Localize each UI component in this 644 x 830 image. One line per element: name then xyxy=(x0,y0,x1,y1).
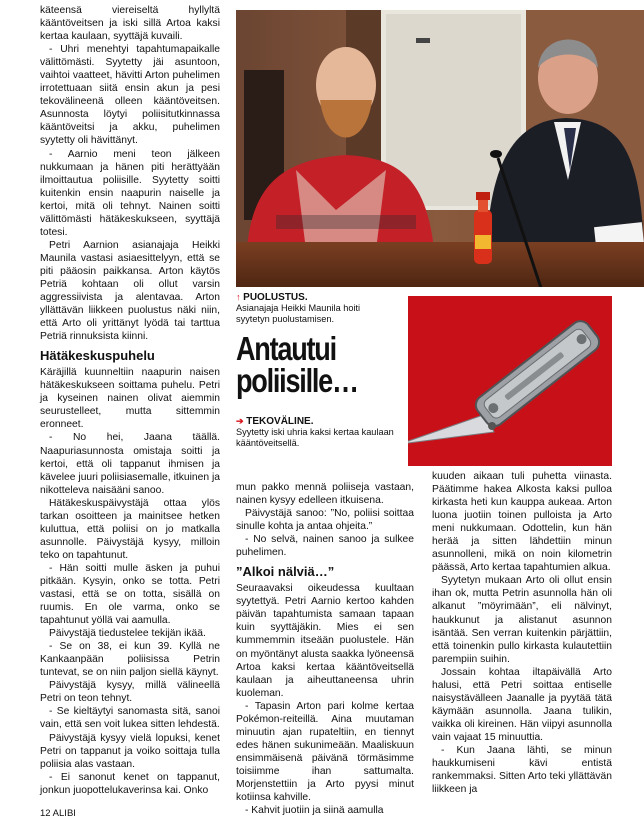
paragraph: Syytetyn mukaan Arto oli ollut ensin ihan ok, mutta Petrin asunnolla hän oli alkanut ”möyrimään”, eli nälvinyt, haukkunut ja alistanut asunnon isäntää. Sen verran kuitenkin pärjättiin, että toinenkin pullo kirkasta kulautettiin parempiin suihin. xyxy=(432,575,612,665)
paragraph: - Uhri menehtyi tapahtumapaikalle välittömästi. Syytetty jäi asuntoon, vaihtoi vaatteet, hävitti Arton puhelimen irrotettuaan siitä ensin akun ja pesi tekovälineenä olleen kääntöveitsen. Asunnosta löytyi poliisitutkinnassa kääntöveitsi ja akku, puhelimen syytetty oli hävittänyt. xyxy=(40,44,220,147)
photo-caption-defense xyxy=(236,292,396,325)
paragraph: Hätäkeskuspäivystäjä ottaa ylös tarkan osoitteen ja mainitsee hetken kuluttua, että poliisi on jo matkalla asunnolle. Päivystäjä kysyy, milloin teko on tapahtunut. xyxy=(40,497,220,561)
headline-line-2: poliisille… xyxy=(236,362,358,399)
paragraph: Päivystäjä sanoo: ”No, poliisi soittaa sinulle kohta ja antaa ohjeita.” xyxy=(236,508,414,533)
paragraph: mun pakko mennä poliiseja vastaan, nainen kysyy edelleen itkuisena. xyxy=(236,482,414,507)
paragraph: - Se on 38, ei kun 39. Kyllä ne Kankaanpään poliisissa Petrin tuntevat, se on niin paljon siellä käynyt. xyxy=(40,641,220,679)
paragraph: - Tapasin Arton pari kolme kertaa Pokémon-reiteillä. Aina muutaman minuutin ajan rupateltiin, en tiennyt edes hänen sukunimeään. Maaliskuun ensimmäisenä päivänä törmäsimme toisiimme ihan sattumalta. Morjenstettiin ja Arto pyysi minut kotiinsa kahville. xyxy=(236,700,414,804)
paragraph: - Aarnio meni teon jälkeen nukkumaan ja hänen piti herättyään ilmoittautua poliisille. Syytetty soitti kuitenkin ensin naapurin naiselle ja kertoi, mitä oli tehnyt. Nainen soitti välittömästi hätäkeskukseen, syyttäjä totesi. xyxy=(40,148,220,238)
article-column-1 xyxy=(40,4,220,797)
headline-line-1: Antautui xyxy=(236,330,336,367)
caption-head: TEKOVÄLINE. xyxy=(246,416,314,427)
paragraph: Petri Aarnion asianajaja Heikki Maunila vastasi asiaesittelyyn, että se piti pääosin paikkansa. Arton käytös Petriä kohtaan oli ollut varsin aggressiivista ja alentavaa. Arton yllättävän liikkeen puolustus näki niin, että Arto oli yrittänyt lyödä tai tarttua Petriä rinnuksista kiinni. xyxy=(40,239,220,343)
caption-text: Asianajaja Heikki Maunila hoiti syytetyn puolustamisen. xyxy=(236,303,361,324)
article-column-2 xyxy=(236,481,414,817)
paragraph: - Hän soitti mulle äsken ja puhui pitkään. Kysyin, onko se totta. Petri vastasi, että se on totta, sisällä on ruumis. En ole varma, onko se tapahtunut yöllä vai aamulla. xyxy=(40,562,220,627)
paragraph: käteensä viereiseltä hyllyltä kääntöveitsen ja iski sillä Artoa kaksi kertaa kaulaan, syyttäjä kuvaili. xyxy=(40,5,220,43)
paragraph: - Kahvit juotiin ja siinä aamulla xyxy=(245,805,384,817)
knife-photo xyxy=(408,296,612,466)
courtroom-photo xyxy=(236,10,644,287)
article-headline xyxy=(236,330,375,399)
article-column-3 xyxy=(432,470,612,796)
caption-head: PUOLUSTUS. xyxy=(243,292,308,303)
paragraph: - No selvä, nainen sanoo ja sulkee puhelimen. xyxy=(236,534,414,559)
paragraph: - Ei sanonut kenet on tappanut, jonkun juopottelukaverinsa kai. Onko xyxy=(40,771,220,796)
paragraph: - Se kieltäytyi sanomasta sitä, sanoi vain, että sen voit lukea sitten lehdestä. xyxy=(40,706,220,731)
paragraph: Päivystäjä tiedustelee tekijän ikää. xyxy=(49,628,206,640)
page-footer: 12 ALIBI xyxy=(40,808,76,819)
paragraph: Päivystäjä kysyy, millä välineellä Petri on teon tehnyt. xyxy=(40,680,220,705)
paragraph: Päivystäjä kysyy vielä lopuksi, kenet Petri on tappanut ja voiko soittaja tulla poliisia alas vastaan. xyxy=(40,732,220,770)
arrow-up-icon: ↑ xyxy=(236,292,241,302)
paragraph: kuuden aikaan tuli puhetta viinasta. Päätimme hakea Alkosta kaksi pulloa kirkasta heti kun kauppa aukeaa. Arton luona juotiin toinen pulloista ja Arto meni nukkumaan. Odottelin, kun hän herää ja sitten lähdettiin minun asunnolleni, mikä on noin kilometrin päässä, Arto kertaa tapahtumien alkua. xyxy=(432,471,612,574)
subheading: ”Alkoi nälviä…” xyxy=(236,564,335,580)
subheading: Hätäkeskuspuhelu xyxy=(40,348,155,364)
paragraph: Jossain kohtaa iltapäivällä Arto halusi, että Petri soittaa entiselle naisystävälleen Jaanalle ja pyytää tätä käymään asunnolla. Jaana tulikin, vaikka oli kireinen. Hän viipyi asunnolla vain vajaat 15 minuuttia. xyxy=(432,666,612,743)
photo-caption-weapon xyxy=(236,416,396,449)
paragraph: - Kun Jaana lähti, se minun haukkumiseni kävi entistä rankemmaksi. Sitten Arto teki yllättävän liikkeen ja xyxy=(432,744,612,796)
paragraph: Seuraavaksi oikeudessa kuultaan syytettyä. Petri Aarnio kertoo kahden päivän tapahtumista samaan tapaan kuin syyttäjäkin. Mies ei sen kummemmin itseään puolustele. Hän on myöntänyt alusta saakka lyöneensä Artoa kaksi kertaa kääntöveitsellä kaulaan ja aiheuttaneensa uhrin kuoleman. xyxy=(236,583,414,699)
caption-text: Syytetty iski uhria kaksi kertaa kaulaan kääntöveitsellä. xyxy=(236,427,394,448)
paragraph: Käräjillä kuunneltiin naapurin naisen hätäkeskukseen soittama puhelu. Petri ja kyseinen nainen olivat aiemmin seurustelleet, mutta sittemmin eronneet. xyxy=(40,367,220,431)
paragraph: - No hei, Jaana täällä. Naapuriasunnosta omistaja soitti ja kertoi, että oli tappanut ihmisen ja kävelee juuri poliisiasemalle, itkuinen ja nikotteleva naisääni sanoo. xyxy=(40,432,220,496)
arrow-right-icon: ➔ xyxy=(236,416,244,426)
